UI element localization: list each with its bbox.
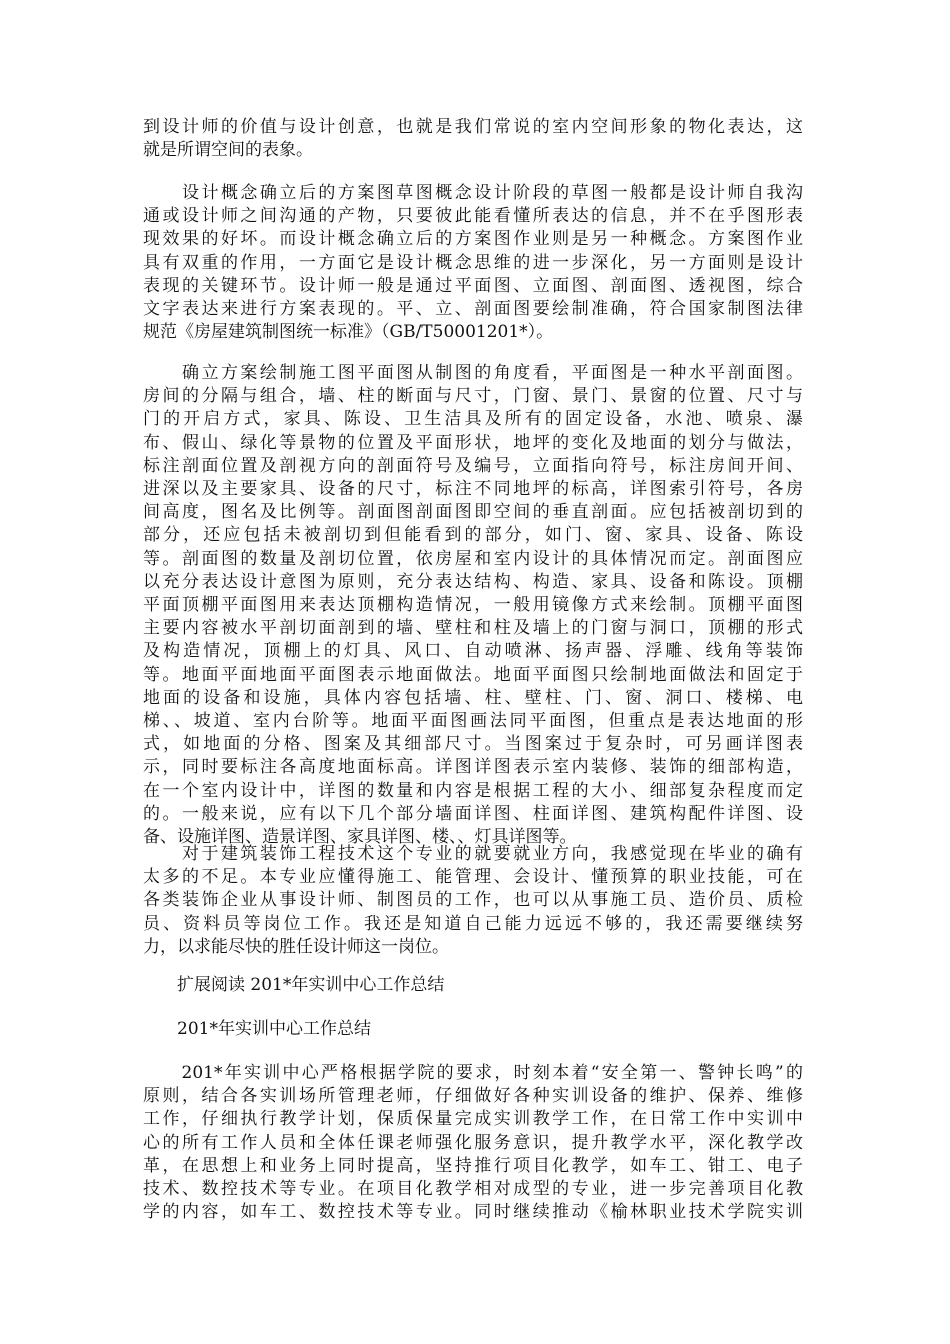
text-line: 部分，还应包括未被剖切到但能看到的部分，如门、窗、家具、设备、陈设 <box>143 525 803 546</box>
text-line: 各类装饰企业从事设计师、制图员的工作，也可以从事施工员、造价员、质检 <box>143 890 803 911</box>
text-line: 201*年实训中心工作总结 <box>143 1019 371 1039</box>
text-line: 文字表达来进行方案表现的。平、立、剖面图要绘制准确，符合国家制图法律 <box>143 299 803 320</box>
text-line: 现效果的好坏。而设计概念确立后的方案图作业则是另一种概念。方案图作业 <box>143 229 803 250</box>
text-line: 设计概念确立后的方案图草图概念设计阶段的草图一般都是设计师自我沟 <box>143 183 803 203</box>
text-line: 扩展阅读 201*年实训中心工作总结 <box>143 975 445 995</box>
text-line: 的。一般来说，应有以下几个部分墙面详图、柱面详图、建筑构配件详图、设 <box>143 803 803 824</box>
text-line: 式，如地面的分格、图案及其细部尺寸。当图案过于复杂时，可另画详图表 <box>143 734 803 755</box>
text-line: 标注剖面位置及剖视方向的剖面符号及编号，立面指向符号，标注房间开间、 <box>143 455 803 476</box>
text-line: 及构造情况，顶棚上的灯具、风口、自动喷淋、扬声器、浮雕、线角等装饰 <box>143 641 803 662</box>
paragraph-extended-reading <box>143 974 803 997</box>
paragraph-construction-drawing <box>143 362 803 849</box>
text-line: 梯、、坡道、室内台阶等。地面平面图画法同平面图，但重点是表达地面的形 <box>143 711 803 732</box>
text-line: 确立方案绘制施工图平面图从制图的角度看，平面图是一种水平剖面图。 <box>143 363 803 383</box>
text-line: 平面顶棚平面图用来表达顶棚构造情况，一般用镜像方式来绘制。顶棚平面图 <box>143 595 803 616</box>
text-line: 力，以求能尽快的胜任设计师这一岗位。 <box>143 936 449 957</box>
text-line: 通或设计师之间沟通的产物，只要彼此能看懂所表达的信息，并不在乎图形表 <box>143 206 803 227</box>
text-line: 等。剖面图的数量及剖切位置，依房屋和室内设计的具体情况而定。剖面图应 <box>143 548 803 569</box>
text-line: 技术、数控技术等专业。在项目化教学相对成型的专业，进一步完善项目化教 <box>143 1179 803 1200</box>
text-line: 地面的设备和设施，具体内容包括墙、柱、壁柱、门、窗、洞口、楼梯、电 <box>143 687 803 708</box>
text-line: 就是所谓空间的表象。 <box>143 140 313 161</box>
text-line: 间高度，图名及比例等。剖面图剖面图即空间的垂直剖面。应包括被剖切到的 <box>143 502 803 523</box>
paragraph-scheme-drawing <box>143 182 803 344</box>
text-line: 表现的关键环节。设计师一般是通过平面图、立面图、剖面图、透视图，综合 <box>143 275 803 296</box>
text-line: 主要内容被水平剖切面剖到的墙、壁柱和柱及墙上的门窗与洞口，顶棚的形式 <box>143 618 803 639</box>
text-line: 到设计师的价值与设计创意，也就是我们常说的室内空间形象的物化表达，这 <box>143 117 803 137</box>
paragraph-training-center <box>143 1062 803 1224</box>
text-line: 学的内容，如车工、数控技术等专业。同时继续推动《榆林职业技术学院实训 <box>143 1202 803 1223</box>
text-line: 进深以及主要家具、设备的尺寸，标注不同地坪的标高，详图索引符号，各房 <box>143 479 803 500</box>
text-line: 门的开启方式，家具、陈设、卫生洁具及所有的固定设备，水池、喷泉、瀑 <box>143 409 803 430</box>
text-line: 工作，仔细执行教学计划，保质保量完成实训教学工作，在日常工作中实训中 <box>143 1109 803 1130</box>
text-line: 在一个室内设计中，详图的数量和内容是根据工程的大小、细部复杂程度而定 <box>143 780 803 801</box>
text-line: 心的所有工作人员和全体任课老师强化服务意识，提升教学水平，深化教学改 <box>143 1132 803 1153</box>
text-line: 员、资料员等岗位工作。我还是知道自己能力远远不够的，我还需要继续努 <box>143 913 803 934</box>
text-line: 太多的不足。本专业应懂得施工、能管理、会设计、懂预算的职业技能，可在 <box>143 867 803 888</box>
text-line: 示，同时要标注各高度地面标高。详图详图表示室内装修、装饰的细部构造， <box>143 757 803 778</box>
text-line: 以充分表达设计意图为原则，充分表达结构、构造、家具、设备和陈设。顶棚 <box>143 571 803 592</box>
text-line: 等。地面平面地面平面图表示地面做法。地面平面图只绘制地面做法和固定于 <box>143 664 803 685</box>
text-line: 备、设施详图、造景详图、家具详图、楼、、灯具详图等。 <box>143 827 577 848</box>
text-line: 房间的分隔与组合，墙、柱的断面与尺寸，门窗、景门、景窗的位置、尺寸与 <box>143 386 803 407</box>
text-line: 革，在思想上和业务上同时提高，坚持推行项目化教学，如车工、钳工、电子 <box>143 1155 803 1176</box>
text-line: 201*年实训中心严格根据学院的要求，时刻本着“安全第一、警钟长鸣”的 <box>143 1063 803 1083</box>
text-line: 规范《房屋建筑制图统一标准》（GB/T50001201*）。 <box>143 322 554 343</box>
paragraph-section-title <box>143 1018 803 1041</box>
paragraph-career-direction <box>143 843 803 959</box>
text-line: 对于建筑装饰工程技术这个专业的就要就业方向，我感觉现在毕业的确有 <box>143 844 803 864</box>
paragraph-space-concept <box>143 116 803 162</box>
text-line: 布、假山、绿化等景物的位置及平面形状，地坪的变化及地面的划分与做法， <box>143 432 803 453</box>
text-line: 具有双重的作用，一方面它是设计概念思维的进一步深化，另一方面则是设计 <box>143 252 803 273</box>
text-line: 原则，结合各实训场所管理老师，仔细做好各种实训设备的维护、保养、维修 <box>143 1086 803 1107</box>
